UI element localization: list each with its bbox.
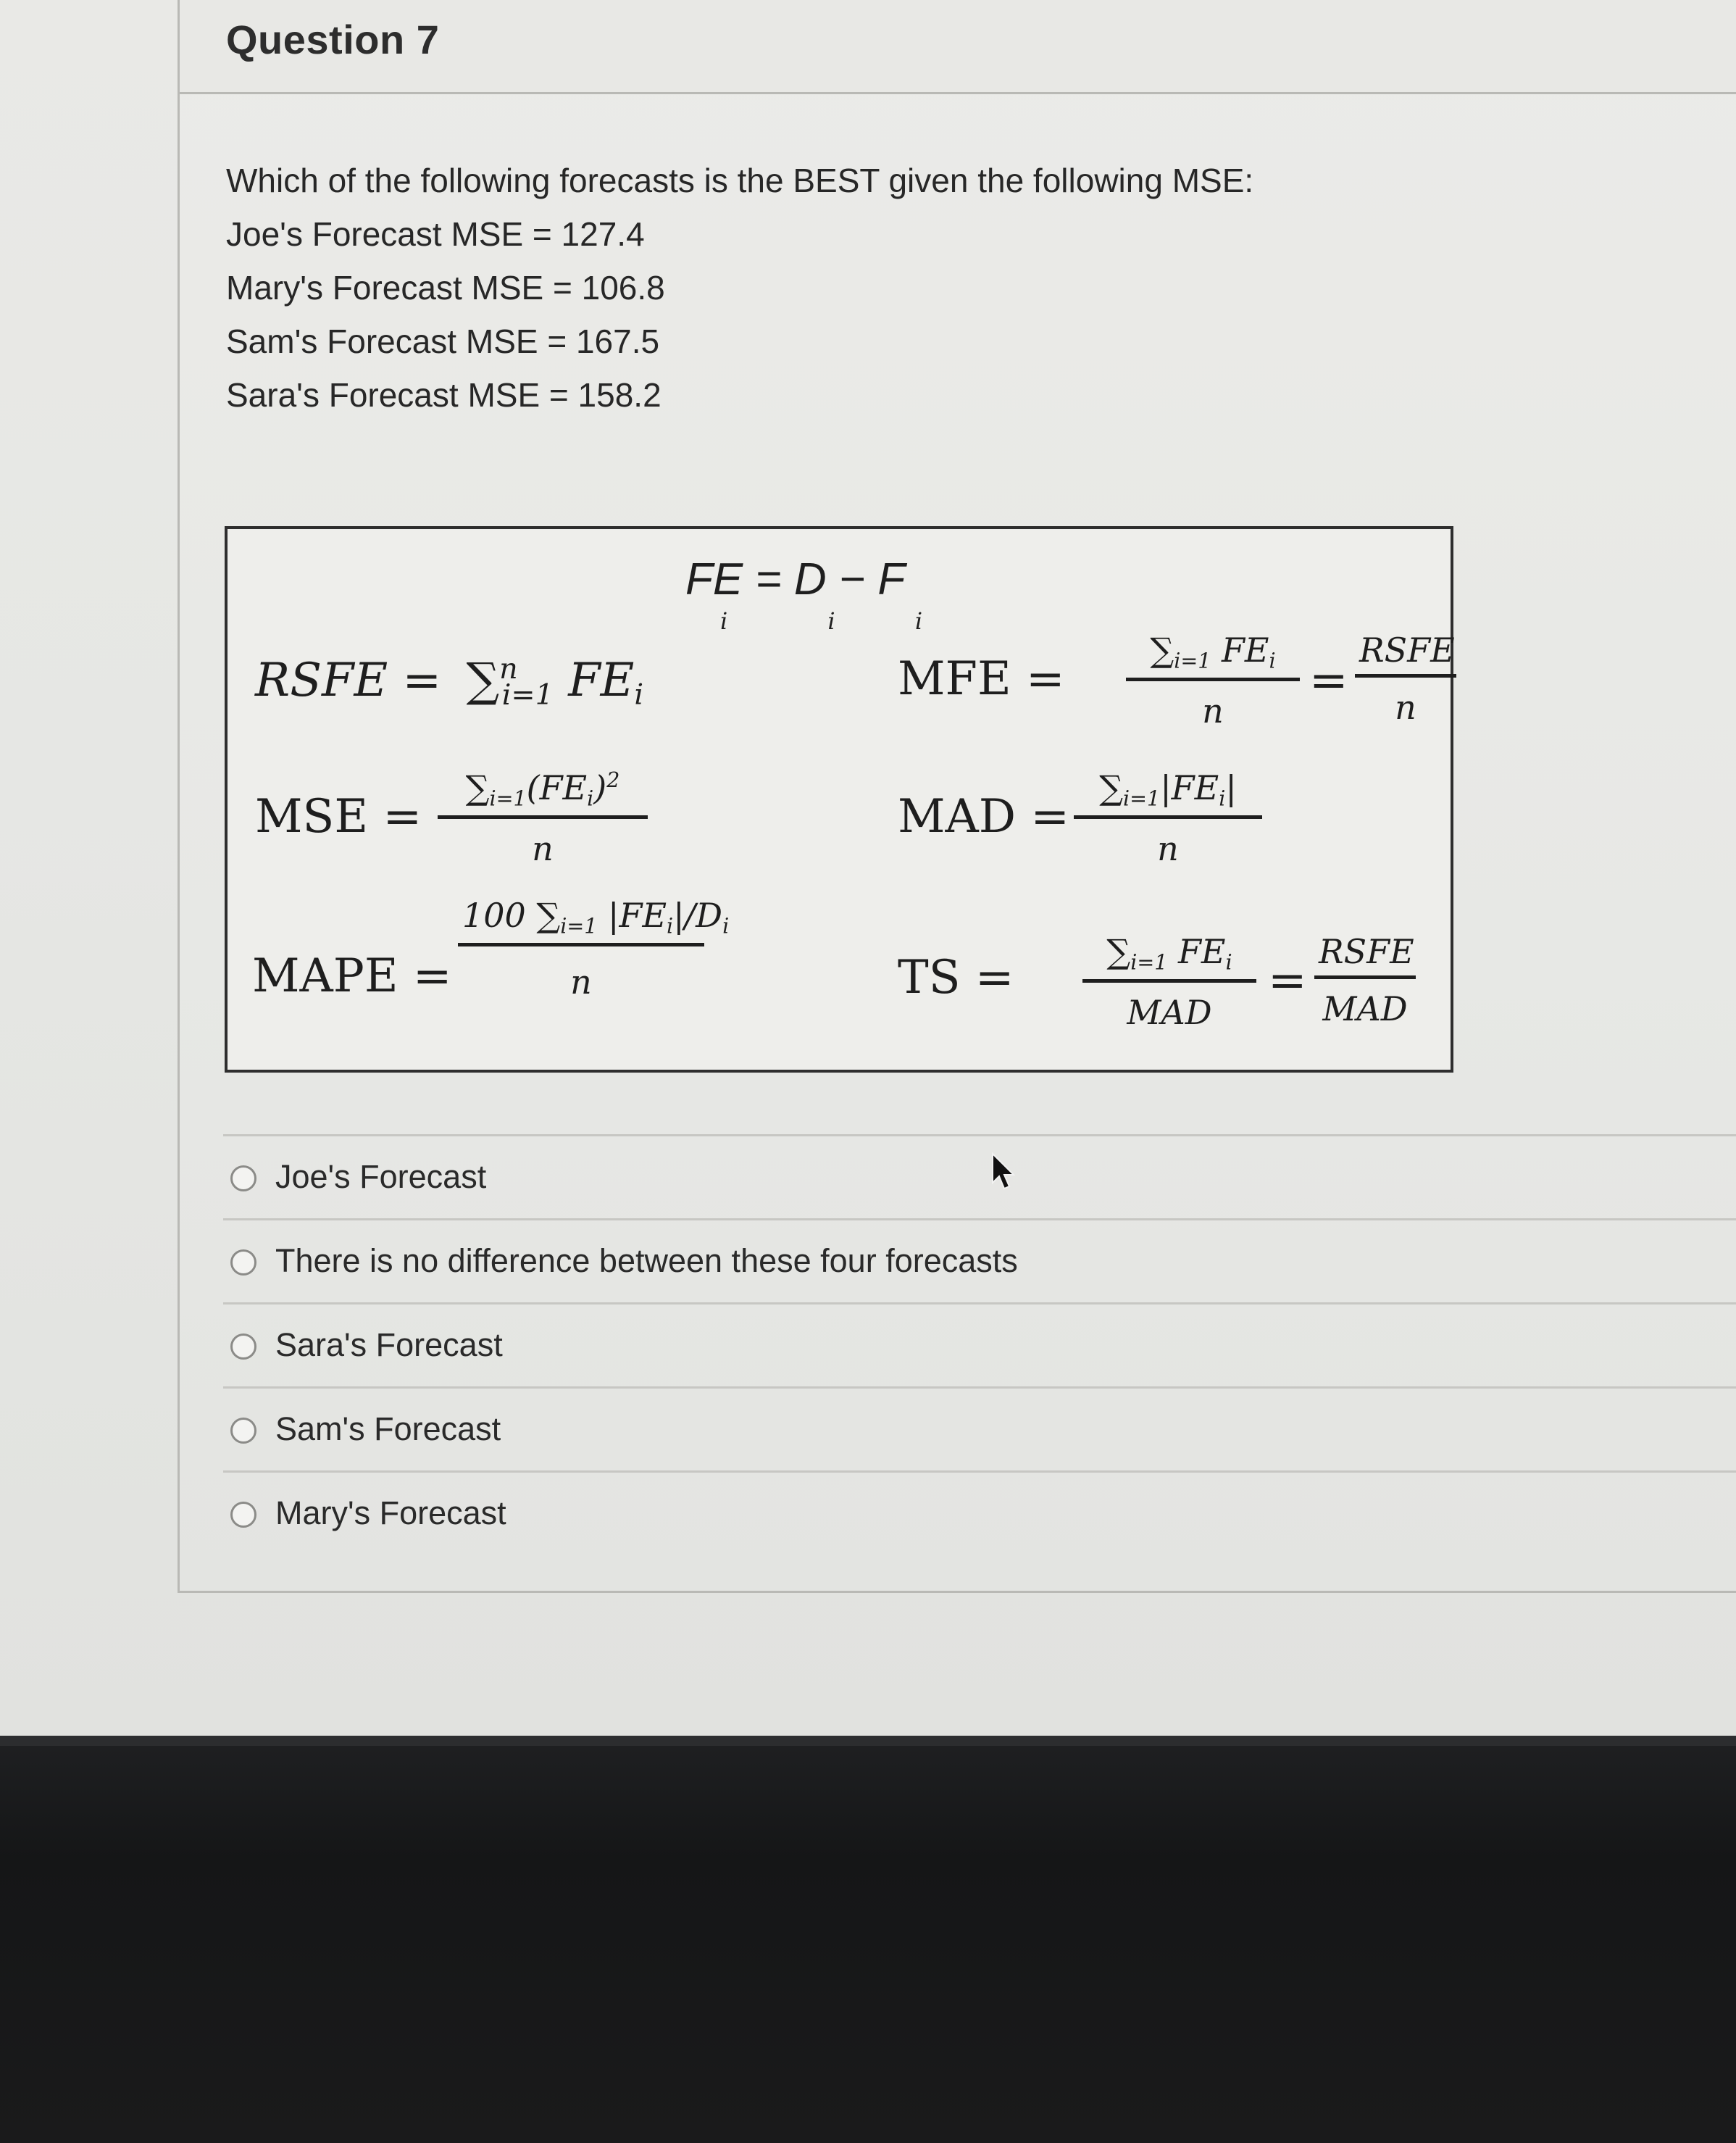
ts-equals: = xyxy=(1268,954,1307,1007)
mse-fraction: $\sum_{i=1}(FE_i)^2$ n xyxy=(438,768,648,868)
option-joe[interactable] xyxy=(223,1134,1736,1218)
option-label[interactable]: Mary's Forecast xyxy=(275,1494,506,1531)
stem-mary-mse: Mary's Forecast MSE = 106.8 xyxy=(226,269,665,307)
ts-fraction-2: RSFE MAD xyxy=(1314,932,1416,1028)
radio-button[interactable] xyxy=(230,1165,256,1191)
mouse-pointer-icon xyxy=(991,1152,1016,1191)
radio-button[interactable] xyxy=(230,1333,256,1360)
option-label[interactable]: Joe's Forecast xyxy=(275,1158,487,1195)
mad-label: MAD = xyxy=(898,790,1070,844)
radio-button[interactable] xyxy=(230,1249,256,1276)
formula-image xyxy=(225,526,1453,1073)
fe-definition: FE = D − F xyxy=(685,554,906,604)
mfe-fraction-1: $\sum_{i=1}$ $FE_i$ n xyxy=(1126,631,1300,731)
answer-options xyxy=(223,1134,1736,1555)
mape-fraction: 100 $\sum_{i=1}$ $|FE_i|/D_i$ n xyxy=(458,896,704,1002)
mape-label: MAPE = xyxy=(252,949,452,1003)
option-no-difference[interactable] xyxy=(223,1218,1736,1302)
mse-label: MSE = xyxy=(255,790,422,844)
question-header xyxy=(180,0,1736,94)
option-sam[interactable] xyxy=(223,1386,1736,1470)
ts-fraction-1: $\sum_{i=1}$ $FE_i$ MAD xyxy=(1082,932,1256,1032)
stem-sam-mse: Sam's Forecast MSE = 167.5 xyxy=(226,323,660,360)
option-label[interactable]: Sam's Forecast xyxy=(275,1410,501,1447)
radio-button[interactable] xyxy=(230,1418,256,1444)
mfe-label: MFE = xyxy=(898,652,1065,706)
ts-label: TS = xyxy=(898,951,1014,1004)
fe-subscripts: i i i xyxy=(720,607,923,635)
question-card xyxy=(178,0,1736,1593)
question-stem xyxy=(226,154,1253,422)
option-label[interactable]: There is no difference between these four forecasts xyxy=(275,1242,1018,1279)
option-mary[interactable] xyxy=(223,1470,1736,1555)
option-sara[interactable] xyxy=(223,1302,1736,1386)
monitor-bezel xyxy=(0,1736,1736,2143)
stem-sara-mse: Sara's Forecast MSE = 158.2 xyxy=(226,376,662,414)
bezel-edge xyxy=(0,1736,1736,1746)
radio-button[interactable] xyxy=(230,1502,256,1528)
mfe-fraction-2: RSFE n xyxy=(1355,631,1456,727)
stem-joe-mse: Joe's Forecast MSE = 127.4 xyxy=(226,215,645,253)
rsfe-formula: RSFE = ∑$^n_{i=1}$ $FE_i$ xyxy=(255,652,644,712)
option-label[interactable]: Sara's Forecast xyxy=(275,1326,503,1363)
mfe-equals: = xyxy=(1309,654,1348,707)
stem-prompt: Which of the following forecasts is the BEST given the following MSE: xyxy=(226,162,1254,199)
question-title: Question 7 xyxy=(226,17,440,62)
mad-fraction: $\sum_{i=1}|FE_i|$ n xyxy=(1074,768,1262,868)
